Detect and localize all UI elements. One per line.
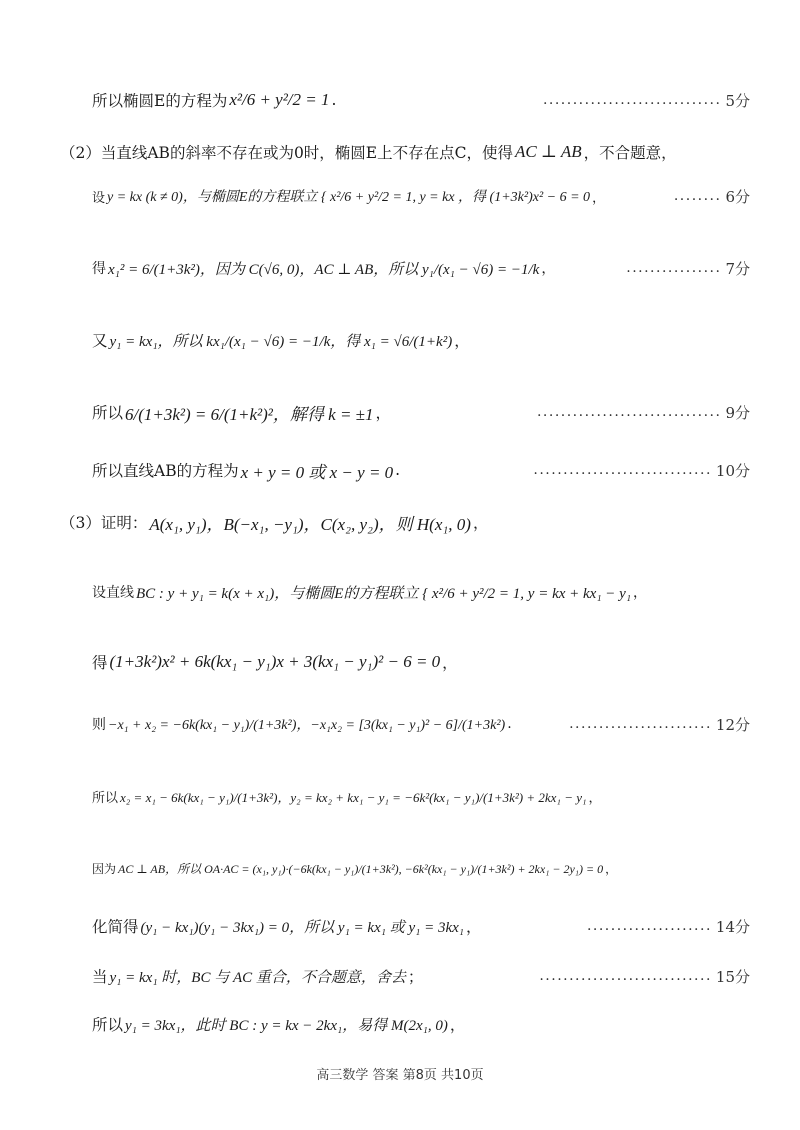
line-text [92,186,605,206]
math: y = kx (k ≠ 0)，与椭圆E的方程联立 { x²/6 + y²/2 = 1, y = kx ，得 (1+3k²)x² − 6 = 0 [107,190,591,205]
math: −x₁ + x₂ = −6k(kx₁ − y₁)/(1+3k²)，−x₁x₂ = [3(kx₁ − y₁)² − 6]/(1+3k²) [108,718,506,733]
tail: . [331,91,337,109]
line-1 [0,80,800,120]
text: 则 [92,717,106,733]
line-16 [0,1004,800,1044]
line-text [92,787,602,806]
line-text [92,651,458,673]
page-footer: 高三数学 答案 第8页 共10页 [316,1068,484,1083]
line-text [92,458,400,483]
tail: ， [541,261,556,277]
text: 当 [92,968,108,986]
math: x₂ = x₁ − 6k(kx₁ − y₁)/(1+3k²)，y₂ = kx₂ + kx₁ − y₁ = −6k²(kx₁ − y₁)/(1+3k²) + 2kx₁ − y₁ [120,789,587,805]
score: 10分 [715,461,750,480]
leader-dots: ............................. [539,968,712,984]
tail: ， [592,190,606,206]
leader-dots: ................ [626,260,722,276]
line-13 [0,848,800,888]
math: A(x₁, y₁)，B(−x₁, −y₁)，C(x₂, y₂)，则 H(x₁, 0) [149,514,471,534]
tail: ， [465,918,482,936]
line-text [60,141,677,163]
line-7 [0,450,800,490]
line-text [92,915,481,937]
score-leader [560,916,750,937]
tail: ； [407,968,424,986]
score: 14分 [715,917,750,936]
leader-dots: .............................. [533,462,712,478]
tail: . [507,716,512,732]
tail: ， [375,404,392,422]
leader-dots: ........................ [569,716,712,732]
line-9 [0,572,800,612]
text: 所以 [92,790,119,806]
score-leader [660,186,750,207]
score-leader [600,258,750,279]
math: AC ⊥ AB，所以 OA·AC = (x₁, y₁)·(−6k(kx₁ − y₁)/(1+3k²), −6k²(kx₁ − y₁)/(1+3k²) + 2kx₁ − 2y₁) = 0 [118,861,604,876]
score: 15分 [715,967,750,986]
tail: ， [449,1016,466,1034]
line-2 [0,132,800,172]
line-text [92,258,555,279]
line-12 [0,776,800,816]
score: 7分 [725,259,750,278]
math: BC : y + y₁ = k(x + x₁)，与椭圆E的方程联立 { x²/6 + y²/2 = 1, y = kx + kx₁ − y₁ [136,585,632,602]
text: 所以椭圆E的方程为 [92,92,228,110]
line-14 [0,906,800,946]
score: 5分 [725,91,750,110]
text: 设直线 [92,585,134,601]
score: 9分 [725,403,750,422]
math: y₁ = kx₁，所以 kx₁/(x₁ − √6) = −1/k，得 x₁ = √6/(1+k²) [109,333,453,350]
leader-dots: .............................. [542,92,722,108]
math: y₁ = 3kx₁，此时 BC : y = kx − 2kx₁，易得 M(2x₁, 0) [125,1017,448,1034]
score-leader [470,402,750,423]
line-text [60,510,488,535]
line-text [92,89,336,111]
text: 又 [92,332,108,350]
score-leader [440,90,750,111]
math: (1+3k²)x² + 6k(kx₁ − y₁)x + 3(kx₁ − y₁)² − 6 = 0 [109,652,441,671]
line-text [92,400,391,425]
line-text [92,582,647,603]
line-text [92,860,617,877]
score-leader [450,460,750,481]
text: 所以直线AB的方程为 [92,462,239,480]
line-8 [0,502,800,542]
line-6 [0,392,800,432]
score: 12分 [715,715,750,734]
line-text [92,1013,465,1035]
math: x₁² = 6/(1+3k²)，因为 C(√6, 0)，AC ⊥ AB，所以 y₁/(x₁ − √6) = −1/k [108,261,540,278]
math: AC ⊥ AB [514,142,582,161]
line-text [92,965,423,987]
math: x²/6 + y²/2 = 1 [229,90,330,109]
text: 得 [92,654,108,672]
line-4 [0,248,800,288]
line-3 [0,176,800,216]
math: x + y = 0 或 x − y = 0 [240,462,394,482]
text: （3）证明： [60,514,148,532]
leader-dots: ............................... [536,404,722,420]
math: 6/(1+3k²) = 6/(1+k²)²，解得 k = ±1 [125,404,374,424]
score: 6分 [725,187,750,206]
text: 设 [92,190,106,206]
tail: ， [442,654,458,672]
line-15 [0,956,800,996]
line-10 [0,642,800,682]
text: 所以 [92,404,124,422]
tail: ， [633,585,648,601]
text: （2）当直线AB的斜率不存在或为0时，椭圆E上不存在点C，使得 [60,144,513,162]
score-leader [569,714,750,735]
line-11 [0,704,800,744]
tail: ，不合题意， [583,144,677,162]
tail: ， [472,514,489,532]
text: 因为 [92,861,117,876]
text: 得 [92,261,106,277]
tail: . [395,461,401,479]
text: 所以 [92,1016,124,1034]
leader-dots: ........ [673,188,722,204]
tail: ， [454,332,470,350]
tail: ， [588,790,602,806]
line-text [92,329,470,351]
tail: ， [605,861,618,876]
leader-dots: ..................... [586,918,712,934]
line-5 [0,320,800,360]
score-leader [470,966,750,987]
math: (y₁ − kx₁)(y₁ − 3kx₁) = 0，所以 y₁ = kx₁ 或 y₁ = 3kx₁ [140,919,464,936]
math: y₁ = kx₁ 时，BC 与 AC 重合，不合题意，舍去 [109,969,406,986]
text: 化简得 [92,918,139,936]
line-text [92,714,512,734]
